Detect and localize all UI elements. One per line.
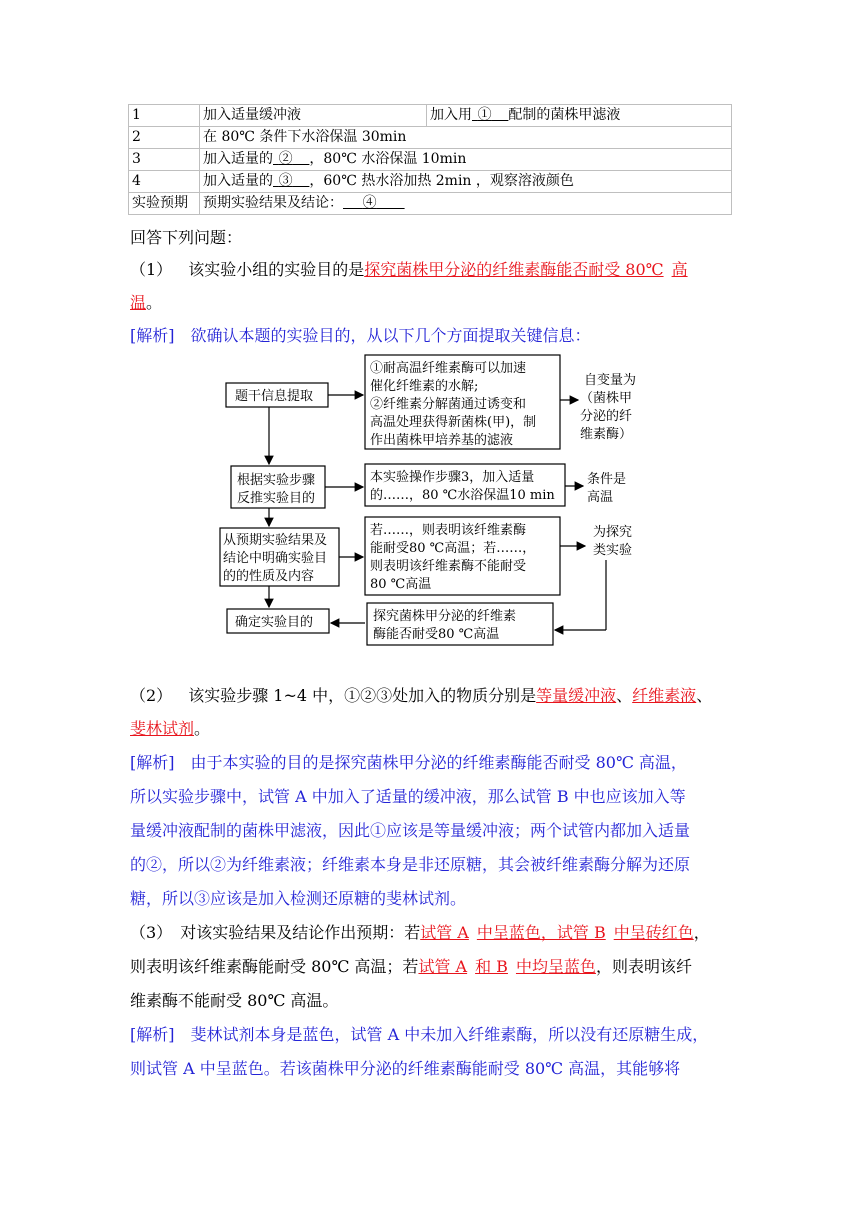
answer-1: 探究菌株甲分泌的纤维素酶能否耐受 80℃	[364, 260, 664, 279]
flow-mid3-2: 则表明该纤维素酶不能耐受	[370, 559, 527, 574]
flow-mid3-1: 能耐受80 ℃高温；若……，	[370, 541, 536, 556]
table-row	[129, 105, 732, 127]
step-number: 2	[129, 127, 200, 149]
experiment-steps-table	[128, 104, 732, 215]
analysis-2-line2: 所以实验步骤中，试管 A 中加入了适量的缓冲液，那么试管 B 中也应该加入等	[130, 787, 686, 806]
flow-mid2-1: 的……，80 ℃水浴保温10 min	[370, 488, 555, 503]
flow-mid1-4: 作出菌株甲培养基的滤液	[370, 433, 514, 448]
answer-2b: 纤维素液	[632, 686, 697, 705]
analysis-3-line2: 则试管 A 中呈蓝色。若该菌株甲分泌的纤维素酶能耐受 80℃ 高温，其能够将	[130, 1059, 681, 1078]
flow-left-3: 从预期实验结果及	[223, 533, 328, 548]
question-3-line2: 则表明该纤维素酶能耐受 80℃ 高温；若试管 A 和 B 中均呈蓝色，则表明该纤	[130, 957, 692, 976]
analysis-1: [解析] 欲确认本题的实验目的，从以下几个方面提取关键信息：	[130, 326, 591, 345]
flow-right1-0: 自变量为	[584, 373, 637, 388]
flow-right3-0: 为探究	[593, 525, 633, 540]
flow-right1-2: 分泌的纤	[580, 409, 633, 424]
analysis-3-line1: [解析] 斐林试剂本身是蓝色，试管 A 中未加入纤维素酶，所以没有还原糖生成，	[130, 1025, 709, 1044]
question-2: （2） 该实验步骤 1~4 中，①②③处加入的物质分别是等量缓冲液、纤维素液、	[130, 686, 713, 705]
question-prompt: 回答下列问题：	[130, 228, 243, 247]
step-text: 预期实验结果及结论： ④	[200, 193, 732, 215]
flow-mid2-0: 本实验操作步骤3，加入适量	[370, 470, 535, 485]
flow-mid1-3: 高温处理获得新菌株(甲)，制	[370, 415, 537, 430]
step-text: 加入适量的 ② ，80℃ 水浴保温 10min	[200, 149, 732, 171]
flow-right2-0: 条件是	[587, 472, 627, 487]
table-row	[129, 193, 732, 215]
flow-mid4-1: 酶能否耐受80 ℃高温	[373, 627, 500, 642]
flow-right1-3: 维素酶）	[580, 427, 633, 442]
flow-left-0: 题干信息提取	[235, 389, 314, 404]
question-3-line3: 维素酶不能耐受 80℃ 高温。	[130, 991, 339, 1010]
question-1-cont: 温。	[130, 293, 163, 312]
answer-2a: 等量缓冲液	[536, 686, 617, 705]
flow-mid4-0: 探究菌株甲分泌的纤维素	[373, 609, 517, 624]
step-number: 4	[129, 171, 200, 193]
flow-left-6: 确定实验目的	[235, 615, 314, 630]
table-row	[129, 127, 732, 149]
table-row	[129, 171, 732, 193]
step-tube-a: 加入适量缓冲液	[200, 105, 427, 127]
flow-right3-1: 类实验	[593, 543, 633, 558]
analysis-2-line4: 的②，所以②为纤维素液；纤维素本身是非还原糖，其会被纤维素酶分解为还原	[130, 855, 691, 874]
step-number: 实验预期	[129, 193, 200, 215]
flow-left-5: 的的性质及内容	[223, 569, 315, 584]
question-2-cont: 斐林试剂。	[130, 719, 211, 738]
flow-left-4: 结论中明确实验目	[223, 551, 328, 566]
question-3: （3） 对该实验结果及结论作出预期：若试管 A 中呈蓝色，试管 B 中呈砖红色，	[130, 923, 710, 942]
step-text: 加入适量的 ③ ，60℃ 热水浴加热 2min ，观察溶液颜色	[200, 171, 732, 193]
flowchart	[200, 350, 650, 650]
flow-mid1-0: ①耐高温纤维素酶可以加速	[370, 361, 527, 376]
flow-mid3-3: 80 ℃高温	[370, 577, 432, 592]
step-tube-b: 加入用 ① 配制的菌株甲滤液	[427, 105, 732, 127]
flow-left-1: 根据实验步骤	[237, 473, 316, 488]
flow-right1-1: （菌株甲	[580, 391, 633, 406]
flow-mid3-0: 若……，则表明该纤维素酶	[370, 523, 527, 538]
table-row	[129, 149, 732, 171]
flow-left-2: 反推实验目的	[237, 491, 316, 506]
analysis-2-line1: [解析] 由于本实验的目的是探究菌株甲分泌的纤维素酶能否耐受 80℃ 高温，	[130, 753, 687, 772]
step-number: 1	[129, 105, 200, 127]
step-number: 3	[129, 149, 200, 171]
flow-mid1-1: 催化纤维素的水解;	[370, 379, 479, 394]
analysis-2-line5: 糖，所以③应该是加入检测还原糖的斐林试剂。	[130, 889, 467, 908]
question-1: （1） 该实验小组的实验目的是探究菌株甲分泌的纤维素酶能否耐受 80℃ 高	[130, 260, 688, 279]
step-text: 在 80℃ 条件下水浴保温 30min	[200, 127, 732, 149]
answer-2c: 斐林试剂	[130, 719, 195, 738]
flow-mid1-2: ②纤维素分解菌通过诱变和	[370, 397, 527, 412]
analysis-2-line3: 量缓冲液配制的菌株甲滤液，因此①应该是等量缓冲液；两个试管内都加入适量	[130, 821, 691, 840]
flow-right2-1: 高温	[587, 490, 614, 505]
